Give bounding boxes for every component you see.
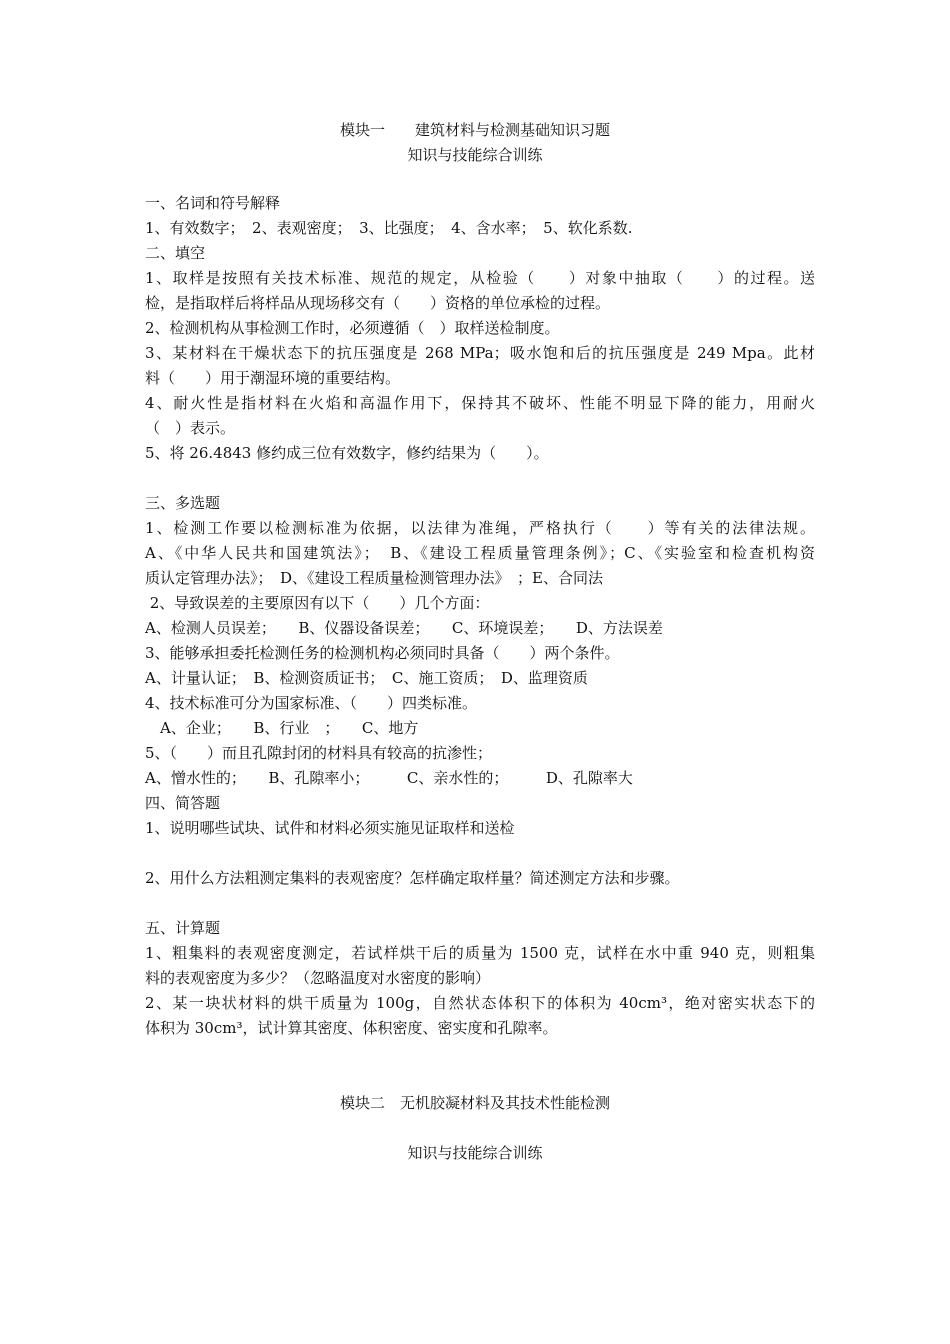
section3-q3-options: A、计量认证； B、检测资质证书； C、施工资质； D、监理资质 <box>145 669 588 687</box>
section2-q3-line2: 料（ ）用于潮湿环境的重要结构。 <box>145 369 401 387</box>
section5-q1-line1: 1、粗集料的表观密度测定，若试样烘干后的质量为 1500 克，试样在水中重 940 克，则粗集 <box>145 944 815 962</box>
section2-q5: 5、将 26.4843 修约成三位有效数字，修约结果为（ ）。 <box>145 444 549 462</box>
section2-q1-line2: 检，是指取样后将样品从现场移交有（ ）资格的单位承检的过程。 <box>145 294 611 312</box>
section2-q3-line1: 3、某材料在干燥状态下的抗压强度是 268 MPa；吸水饱和后的抗压强度是 249 Mpa。此材 <box>145 344 815 362</box>
section3-q1-options-line1: A、《中华人民共和国建筑法》； B、《建设工程质量管理条例》；C、《实验室和检查机构资 <box>145 544 815 562</box>
section3-heading: 三、多选题 <box>145 494 221 512</box>
module2-subtitle: 知识与技能综合训练 <box>407 1144 543 1162</box>
section4-q1: 1、说明哪些试块、试件和材料必须实施见证取样和送检 <box>145 819 515 837</box>
section3-q5: 5、（ ）而且孔隙封闭的材料具有较高的抗渗性； <box>145 744 493 762</box>
section4-heading: 四、简答题 <box>145 794 221 812</box>
module1-subtitle: 知识与技能综合训练 <box>407 146 543 164</box>
module2-title: 模块二 无机胶凝材料及其技术性能检测 <box>339 1094 610 1112</box>
section2-q2: 2、检测机构从事检测工作时，必须遵循（ ）取样送检制度。 <box>145 319 560 337</box>
section2-q1-line1: 1、取样是按照有关技术标准、规范的规定，从检验（ ）对象中抽取（ ）的过程。送 <box>145 269 815 287</box>
section1-line: 1、有效数字； 2、表观密度； 3、比强度； 4、含水率； 5、软化系数. <box>145 219 633 237</box>
section2-q4-line2: （ ）表示。 <box>145 419 236 437</box>
section3-q2: 2、导致误差的主要原因有以下（ ）几个方面： <box>145 594 490 612</box>
section2-q4-line1: 4、耐火性是指材料在火焰和高温作用下，保持其不破坏、性能不明显下降的能力，用耐火 <box>145 394 815 412</box>
section5-q2-line1: 2、某一块状材料的烘干质量为 100g，自然状态体积下的体积为 40cm³，绝对密实状态下的 <box>145 994 815 1012</box>
section3-q3: 3、能够承担委托检测任务的检测机构必须同时具备（ ）两个条件。 <box>145 644 620 662</box>
section2-heading: 二、填空 <box>145 244 206 262</box>
section3-q1-options-line2: 质认定管理办法》； D、《建设工程质量检测管理办法》 ；E、合同法 <box>145 569 603 587</box>
section3-q2-options: A、检测人员误差； B、仪器设备误差； C、环境误差； D、方法误差 <box>145 619 663 637</box>
section5-q2-line2: 体积为 30cm³，试计算其密度、体积密度、密实度和孔隙率。 <box>145 1019 558 1037</box>
section3-q4: 4、技术标准可分为国家标准、（ ）四类标准。 <box>145 694 478 712</box>
section4-q2: 2、用什么方法粗测定集料的表观密度？怎样确定取样量？简述测定方法和步骤。 <box>145 869 680 887</box>
module1-title: 模块一 建筑材料与检测基础知识习题 <box>339 121 610 139</box>
section5-heading: 五、计算题 <box>145 919 221 937</box>
section5-q1-line2: 料的表观密度为多少？（忽略温度对水密度的影响） <box>145 969 491 987</box>
section3-q5-options: A、憎水性的； B、孔隙率小； C、亲水性的； D、孔隙率大 <box>145 769 633 787</box>
section3-q1: 1、检测工作要以检测标准为依据，以法律为准绳，严格执行（ ）等有关的法律法规。 <box>145 519 815 537</box>
section1-heading: 一、名词和符号解释 <box>145 194 281 212</box>
section3-q4-options: A、企业； B、行业 ； C、地方 <box>145 719 419 737</box>
